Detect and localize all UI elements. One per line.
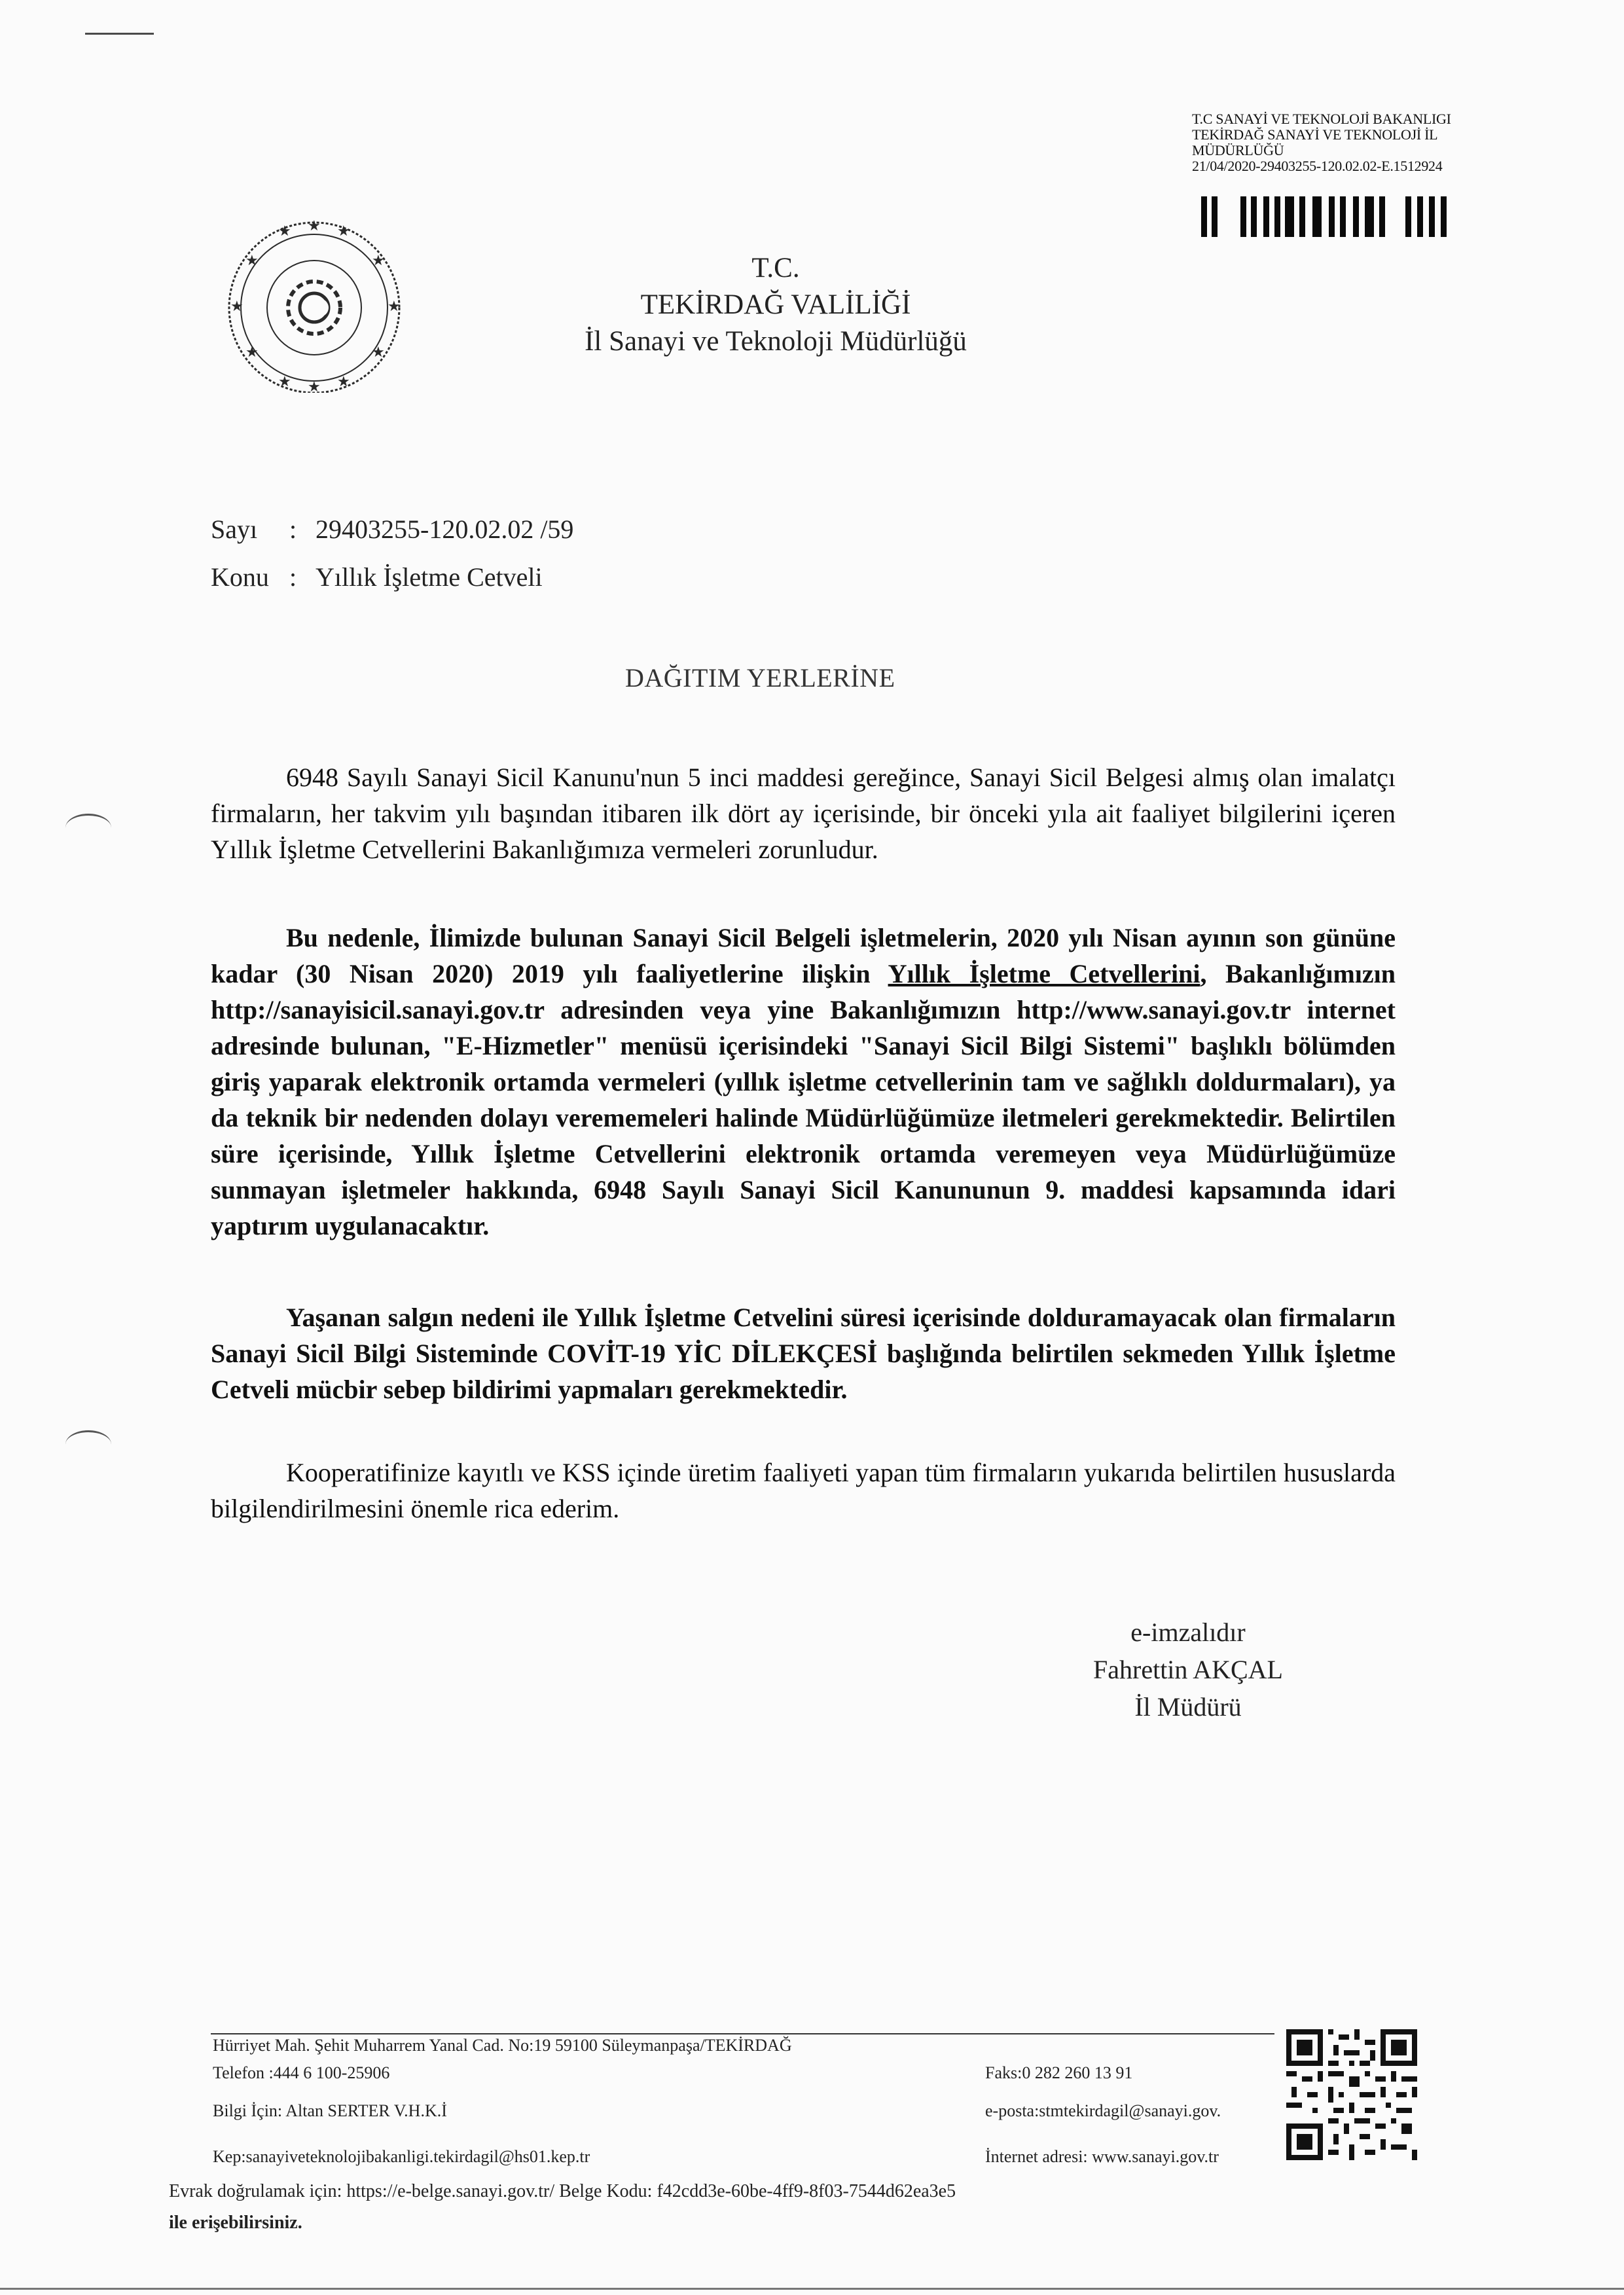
- svg-text:★: ★: [308, 218, 321, 234]
- stamp-number: 21/04/2020-29403255-120.02.02-E.1512924: [1192, 158, 1443, 174]
- letterhead-line: T.C.: [751, 253, 800, 283]
- footer-kep: Kep:sanayiveteknolojibakanligi.tekirdagil@hs01.kep.tr: [213, 2147, 590, 2166]
- svg-text:★: ★: [278, 374, 291, 390]
- svg-text:★: ★: [388, 298, 401, 315]
- footer-divider: [211, 2033, 1274, 2034]
- verification-note: Evrak doğrulamak için: https://e-belge.sanayi.gov.tr/ Belge Kodu: f42cdd3e-60be-4ff9-8f03-7544d62ea3e5: [169, 2181, 956, 2201]
- ministry-seal-icon: [216, 203, 452, 393]
- reference-value: 29403255-120.02.02 /59: [316, 515, 574, 544]
- paragraph-2: [211, 920, 1396, 1244]
- verification-suffix: ile erişebilirsiniz.: [169, 2213, 302, 2233]
- svg-text:★: ★: [337, 223, 350, 240]
- footer-address: Hürriyet Mah. Şehit Muharrem Yanal Cad. No:19 59100 Süleymanpaşa/TEKİRDAĞ: [213, 2036, 792, 2055]
- reference-label: Sayı: [211, 515, 258, 544]
- svg-text:★: ★: [245, 344, 259, 361]
- qr-code: [1286, 2029, 1417, 2160]
- svg-text:★: ★: [372, 344, 385, 361]
- colon: :: [289, 515, 297, 544]
- signer-name: Fahrettin AKÇAL: [1093, 1655, 1283, 1684]
- paragraph-1: 6948 Sayılı Sanayi Sicil Kanunu'nun 5 inci maddesi gereğince, Sanayi Sicil Belgesi almış olan imalatçı firmaların, her takvim yılı başından itibaren ilk dört ay içerisinde, bir önceki yıla ait faaliyet bilgilerini içeren Yıllık İşletme Cetvellerini Bakanlığımıza vermeleri zorunludur.: [211, 763, 1396, 864]
- scan-mark: [85, 33, 154, 35]
- stamp-line: T.C SANAYİ VE TEKNOLOJİ BAKANLIGI: [1192, 111, 1451, 127]
- barcode: [1201, 196, 1456, 237]
- svg-text:★: ★: [245, 253, 259, 269]
- subject-label: Konu: [211, 562, 269, 592]
- footer-fax: Faks:0 282 260 13 91: [985, 2063, 1133, 2082]
- e-signature-note: e-imzalıdır: [1130, 1617, 1246, 1647]
- letterhead: [537, 250, 1015, 360]
- svg-text:★: ★: [372, 253, 385, 269]
- punch-hole-mark: [65, 1430, 111, 1458]
- scan-edge-line: [0, 2288, 1624, 2290]
- subject-row: [211, 562, 543, 592]
- stamp-line: MÜDÜRLÜĞÜ: [1192, 142, 1284, 158]
- letterhead-line: TEKİRDAĞ VALİLİĞİ: [640, 289, 911, 320]
- signer-title: İl Müdürü: [1134, 1692, 1242, 1722]
- paragraph-4: Kooperatifinize kayıtlı ve KSS içinde üretim faaliyeti yapan tüm firmaların yukarıda belirtilen hususlarda bilgilendirilmesini önemle rica ederim.: [211, 1458, 1396, 1523]
- letterhead-line: İl Sanayi ve Teknoloji Müdürlüğü: [585, 326, 967, 357]
- svg-text:★: ★: [337, 374, 350, 390]
- svg-text:★: ★: [230, 298, 244, 315]
- svg-text:★: ★: [278, 223, 291, 240]
- footer-phone: Telefon :444 6 100-25906: [213, 2063, 390, 2082]
- stamp-line: TEKİRDAĞ SANAYİ VE TEKNOLOJİ İL: [1192, 126, 1438, 143]
- subject-value: Yıllık İşletme Cetveli: [316, 562, 543, 592]
- colon: :: [289, 562, 297, 592]
- footer-email: e-posta:stmtekirdagil@sanayi.gov.: [985, 2101, 1221, 2120]
- registry-stamp: [1192, 111, 1473, 174]
- signature-block: [1034, 1614, 1342, 1726]
- distribution-heading: DAĞITIM YERLERİNE: [625, 663, 895, 693]
- svg-text:★: ★: [308, 379, 321, 393]
- paragraph-3: Yaşanan salgın nedeni ile Yıllık İşletme Cetvelini süresi içerisinde dolduramayacak olan firmaların Sanayi Sicil Bilgi Sisteminde COVİT-19 YİC DİLEKÇESİ başlığında belirtilen sekmeden Yıllık İşletme Cetveli mücbir sebep bildirimi yapmaları gerekmektedir.: [211, 1303, 1396, 1404]
- paragraph-2-underlined: Yıllık İşletme Cetvellerini: [888, 959, 1200, 988]
- footer-website: İnternet adresi: www.sanayi.gov.tr: [985, 2147, 1219, 2166]
- paragraph-2-text: , Bakanlığımızın http://sanayisicil.sanayi.gov.tr adresinden veya yine Bakanlığımızın http://www.sanayi.gov.tr internet adresinde bulunan, "E-Hizmetler" menüsü içerisindeki "Sanayi Sicil Bilgi Sistemi" başlıklı bölümden giriş yaparak elektronik ortamda vermeleri (yıllık işletme cetvellerinin tam ve sağlıklı doldurmaları), ya da teknik bir nedenden dolayı verememeleri halinde Müdürlüğümüze iletmeleri gerekmektedir. Belirtilen süre içerisinde, Yıllık İşletme Cetvellerini elektronik ortamda veremeyen veya Müdürlüğümüze sunmayan işletmeler hakkında, 6948 Sayılı Sanayi Sicil Kanununun 9. maddesi kapsamında idari yaptırım uygulanacaktır.: [211, 959, 1396, 1240]
- reference-number-row: [211, 514, 573, 545]
- paragraph-2-text: Bu nedenle, İlimizde bulunan Sanayi Sicil Belgeli işletmelerin, 2020 yılı Nisan ayının son gününe kadar (30 Nisan 2020) 2019 yılı faaliyetlerine ilişkin: [211, 923, 1396, 988]
- footer-contact-person: Bilgi İçin: Altan SERTER V.H.K.İ: [213, 2101, 447, 2120]
- punch-hole-mark: [65, 814, 111, 842]
